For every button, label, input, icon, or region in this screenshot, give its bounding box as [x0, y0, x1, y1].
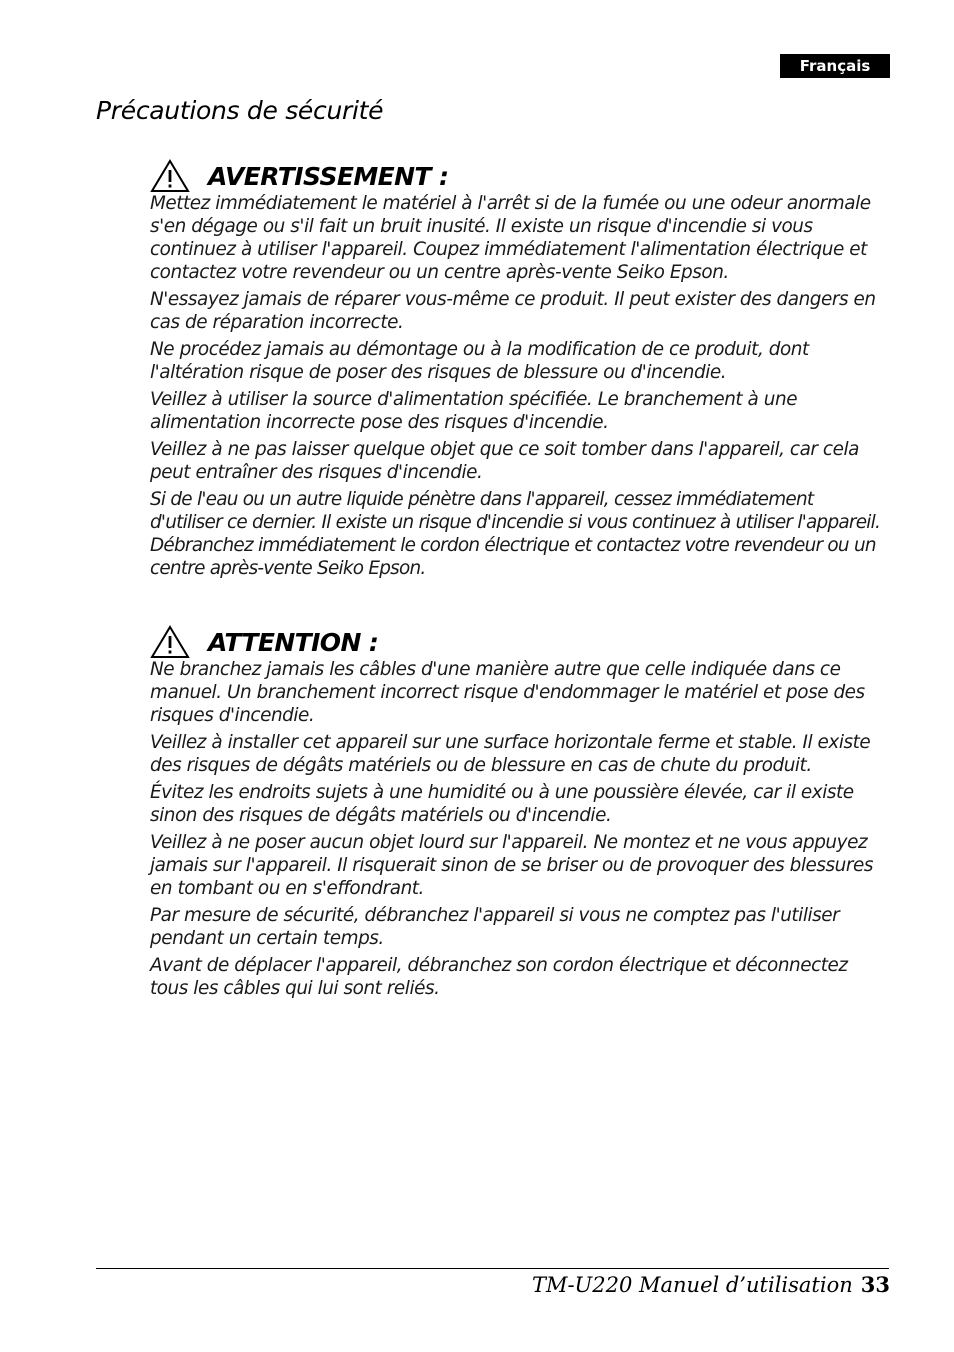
page-title: Précautions de sécurité	[96, 96, 384, 125]
warning-paragraphs	[150, 192, 890, 584]
page-footer	[532, 1272, 890, 1297]
warning-triangle-icon	[150, 625, 190, 659]
language-tab: Français	[780, 54, 890, 78]
manual-title: TM-U220 Manuel d’utilisation	[531, 1273, 853, 1297]
attention-title: ATTENTION :	[208, 627, 379, 657]
warning-heading	[150, 158, 448, 194]
warning-paragraph: Ne procédez jamais au démontage ou à la modification de ce produit, dont l'altération risque de poser des risques de blessure ou d'incendie.	[150, 339, 809, 383]
attention-paragraph: Avant de déplacer l'appareil, débranchez son cordon électrique et déconnectez tous les câbles qui lui sont reliés.	[150, 955, 848, 999]
attention-paragraph: Ne branchez jamais les câbles d'une manière autre que celle indiquée dans ce manuel. Un branchement incorrect risque d'endommager le matériel et pose des risques d'incendie.	[150, 659, 865, 726]
warning-title: AVERTISSEMENT :	[208, 161, 449, 191]
attention-heading	[150, 624, 378, 660]
footer-rule	[96, 1268, 889, 1269]
warning-paragraph: Veillez à utiliser la source d'alimentation spécifiée. Le branchement à une alimentation incorrecte pose des risques d'incendie.	[150, 389, 798, 433]
warning-triangle-icon	[150, 159, 190, 193]
attention-paragraph: Évitez les endroits sujets à une humidité ou à une poussière élevée, car il existe sinon des risques de dégâts matériels ou d'incendie.	[150, 782, 854, 826]
warning-paragraph: N'essayez jamais de réparer vous-même ce produit. Il peut exister des dangers en cas de réparation incorrecte.	[150, 289, 876, 333]
warning-paragraph: Veillez à ne pas laisser quelque objet que ce soit tomber dans l'appareil, car cela peut entraîner des risques d'incendie.	[150, 439, 859, 483]
attention-paragraph: Veillez à installer cet appareil sur une surface horizontale ferme et stable. Il existe des risques de dégâts matériels ou de blessure en cas de chute du produit.	[150, 732, 871, 776]
warning-paragraph: Mettez immédiatement le matériel à l'arrêt si de la fumée ou une odeur anormale s'en dégage ou s'il fait un bruit inusité. Il existe un risque d'incendie si vous continuez à utiliser l'appareil. Coupez immédiatement l'alimentation électrique et contactez votre revendeur ou un centre après-vente Seiko Epson.	[150, 193, 871, 283]
attention-paragraph: Par mesure de sécurité, débranchez l'appareil si vous ne comptez pas l'utiliser pendant un certain temps.	[150, 905, 840, 949]
page-number: 33	[860, 1272, 890, 1297]
warning-paragraph: Si de l'eau ou un autre liquide pénètre dans l'appareil, cessez immédiatement d'utiliser ce dernier. Il existe un risque d'incendie si vous continuez à utiliser l'appareil. Débranchez immédiatement le cordon électrique et contactez votre revendeur ou un centre après-vente Seiko Epson.	[150, 489, 881, 579]
attention-paragraph: Veillez à ne poser aucun objet lourd sur l'appareil. Ne montez et ne vous appuyez jamais sur l'appareil. Il risquerait sinon de se briser ou de provoquer des blessures en tombant ou en s'effondrant.	[150, 832, 873, 899]
attention-paragraphs	[150, 658, 890, 1004]
